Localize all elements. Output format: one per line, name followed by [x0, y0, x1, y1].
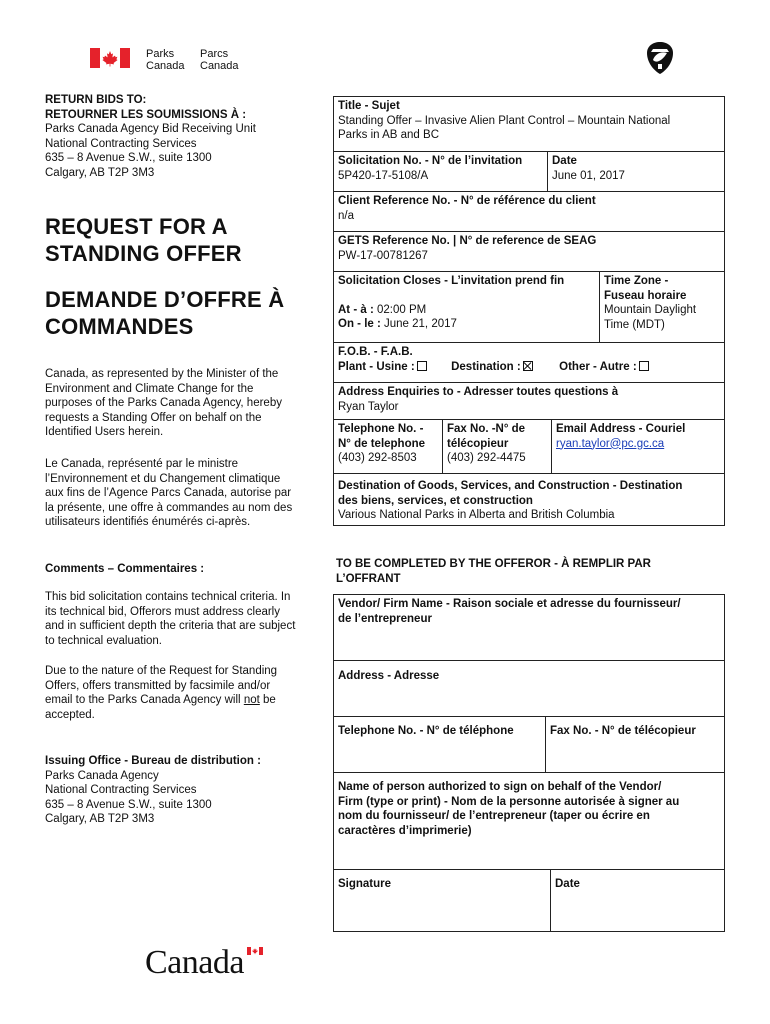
- plant-label: Plant - Usine :: [338, 360, 415, 373]
- at-value: 02:00 PM: [373, 303, 427, 316]
- parks-fr-line2: Canada: [200, 60, 239, 72]
- dest-goods-label: Destination of Goods, Services, and Construction - Destination: [338, 480, 683, 492]
- issuing-office-label: Issuing Office - Bureau de distribution :: [45, 755, 261, 767]
- canada-flag-logo: [90, 48, 130, 68]
- client-reference-row: [334, 192, 724, 232]
- signature-date-field[interactable]: [550, 870, 724, 931]
- title-value: Parks in AB and BC: [338, 129, 439, 141]
- para-line: to technical evaluation.: [45, 634, 162, 647]
- closing-row: [334, 272, 724, 343]
- address-field[interactable]: [334, 661, 724, 717]
- auth-label-line: Firm (type or print) - Nom de la personne autorisée à signer au: [338, 795, 680, 808]
- contact-row: [334, 420, 724, 474]
- signature-label: Signature: [338, 878, 392, 890]
- canada-wordmark-flag-icon: [247, 947, 263, 955]
- parks-en-line1: Parks: [146, 48, 175, 60]
- para-line: accepted.: [45, 708, 95, 721]
- return-address-line: National Contracting Services: [45, 137, 197, 150]
- para-line: l’Environnement et du Changement climatique: [45, 472, 281, 485]
- parks-canada-wordmark-en: [146, 48, 185, 72]
- fob-row: [334, 343, 724, 383]
- client-ref-label: Client Reference No. - N° de référence du client: [338, 195, 596, 207]
- para-line: [45, 693, 330, 708]
- offeror-tel-label: Telephone No. - N° de téléphone: [338, 725, 514, 737]
- comments-paragraph-1: [45, 590, 330, 648]
- issuing-office-block: [45, 754, 330, 827]
- issuing-address-line: 635 – 8 Avenue S.W., suite 1300: [45, 798, 212, 811]
- fax-label: télécopieur: [447, 437, 509, 450]
- tz-label: Time Zone -: [604, 275, 669, 287]
- tel-value: (403) 292-8503: [338, 452, 417, 464]
- destination-label: Destination :: [451, 360, 521, 373]
- enquiries-value: Ryan Taylor: [338, 400, 399, 413]
- closes-label: Solicitation Closes - L’invitation prend fin: [338, 275, 565, 287]
- document-title-fr: [45, 286, 330, 340]
- dest-goods-value: Various National Parks in Alberta and British Columbia: [338, 509, 615, 521]
- para-line: aux fins de l’Agence Parcs Canada, autorise par: [45, 487, 292, 500]
- gets-reference-row: [334, 232, 724, 272]
- para-line: Environment and Climate Change for the: [45, 382, 254, 395]
- para-line: la présente, une offre à commandes au nom des: [45, 501, 293, 514]
- fax-label: Fax No. -N° de: [447, 423, 526, 435]
- comments-paragraph-2: [45, 664, 330, 722]
- return-address-line: Calgary, AB T2P 3M3: [45, 166, 155, 179]
- plant-checkbox[interactable]: [417, 361, 427, 371]
- para-line: Offers, offers transmitted by facsimile and/or: [45, 679, 271, 692]
- gets-value: PW-17-00781267: [338, 249, 428, 262]
- return-address-line: Parks Canada Agency Bid Receiving Unit: [45, 123, 256, 135]
- signature-field[interactable]: [334, 870, 550, 931]
- tel-label: Telephone No. -: [338, 423, 424, 435]
- comments-label: Comments – Commentaires :: [45, 563, 205, 575]
- gets-label: GETS Reference No. | N° de reference de SEAG: [338, 235, 597, 247]
- solicitation-value: 5P420-17-5108/A: [338, 169, 429, 182]
- document-title-en: [45, 213, 330, 267]
- auth-label-line: nom du fournisseur/ de l’entrepreneur (taper ou écrire en: [338, 810, 650, 822]
- on-value: June 21, 2017: [380, 318, 457, 330]
- parks-canada-wordmark-fr: [200, 48, 239, 72]
- solicitation-label: Solicitation No. - N° de l’invitation: [338, 155, 523, 167]
- email-label: Email Address - Couriel: [556, 423, 686, 435]
- date-label: Date: [552, 155, 577, 167]
- on-label: On - le :: [338, 318, 381, 330]
- at-label: At - à :: [338, 303, 374, 316]
- offeror-table: [333, 594, 725, 932]
- parks-en-line2: Canada: [146, 60, 185, 72]
- underlined-not: not: [243, 694, 260, 707]
- issuing-address-line: Calgary, AB T2P 3M3: [45, 813, 155, 825]
- intro-paragraph-fr: [45, 457, 330, 530]
- intro-paragraph-en: [45, 367, 330, 440]
- solicitation-cell: [334, 152, 547, 191]
- authorized-person-field[interactable]: [334, 773, 724, 870]
- para-line: Due to the nature of the Request for Standing: [45, 665, 278, 677]
- date-value: June 01, 2017: [552, 169, 625, 182]
- title-en-line1: REQUEST FOR A: [45, 214, 228, 239]
- para-line: Identified Users herein.: [45, 426, 164, 439]
- parks-fr-line1: Parcs: [200, 48, 229, 60]
- title-en-line2: STANDING OFFER: [45, 241, 242, 266]
- time-zone-cell: [599, 272, 724, 342]
- title-label: Title - Sujet: [338, 100, 400, 112]
- offeror-heading-line: L’OFFRANT: [336, 572, 401, 585]
- title-fr-line1: DEMANDE D’OFFRE À: [45, 287, 285, 312]
- title-value: Standing Offer – Invasive Alien Plant Control – Mountain National: [338, 114, 671, 127]
- enquiries-label: Address Enquiries to - Adresser toutes questions à: [338, 386, 619, 398]
- offeror-heading: [336, 557, 716, 586]
- email-cell: [551, 420, 724, 473]
- vendor-label: Vendor/ Firm Name - Raison sociale et adresse du fournisseur/: [338, 598, 681, 610]
- offeror-fax-field[interactable]: [545, 717, 724, 772]
- para-text: be: [259, 694, 276, 707]
- email-link[interactable]: ryan.taylor@pc.gc.ca: [556, 437, 665, 450]
- enquiries-row: [334, 383, 724, 420]
- para-line: its technical bid, Offerors must address clearly: [45, 605, 280, 618]
- fob-options: [338, 360, 720, 375]
- return-bids-block: [45, 93, 330, 180]
- title-row: [334, 97, 724, 152]
- fax-cell: [442, 420, 551, 473]
- fob-label: F.O.B. - F.A.B.: [338, 346, 413, 358]
- solicitation-row: [334, 152, 724, 192]
- address-label: Address - Adresse: [338, 670, 440, 682]
- other-checkbox[interactable]: [639, 361, 649, 371]
- vendor-name-field[interactable]: [334, 595, 724, 661]
- issuing-address-line: National Contracting Services: [45, 784, 197, 796]
- return-bids-heading-fr: RETOURNER LES SOUMISSIONS À :: [45, 108, 247, 121]
- fax-value: (403) 292-4475: [447, 452, 526, 464]
- return-bids-heading-en: RETURN BIDS TO:: [45, 94, 147, 106]
- return-address-line: 635 – 8 Avenue S.W., suite 1300: [45, 152, 212, 164]
- issuing-address-line: Parks Canada Agency: [45, 769, 159, 782]
- offeror-phone-row: [334, 717, 724, 773]
- auth-label-line: caractères d’imprimerie): [338, 824, 472, 837]
- client-ref-value: n/a: [338, 209, 354, 222]
- destination-goods-row: [334, 474, 724, 525]
- tz-label: Fuseau horaire: [604, 289, 687, 302]
- para-line: utilisateurs identifiés énumérés ci-après.: [45, 516, 251, 529]
- para-line: purposes of the Parks Canada Agency, hereby: [45, 397, 282, 410]
- para-line: This bid solicitation contains technical criteria. In: [45, 591, 291, 603]
- destination-checkbox[interactable]: [523, 361, 533, 371]
- signature-row: [334, 870, 724, 931]
- offeror-telephone-field[interactable]: [334, 717, 545, 772]
- other-label: Other - Autre :: [559, 360, 637, 373]
- parks-canada-beaver-badge-icon: [645, 40, 675, 76]
- para-text: email to the Parks Canada Agency will: [45, 694, 241, 707]
- solicitation-info-table: [333, 96, 725, 526]
- title-fr-line2: COMMANDES: [45, 314, 194, 339]
- dest-goods-label: des biens, services, et construction: [338, 494, 533, 507]
- tel-label: N° de telephone: [338, 437, 426, 450]
- auth-label-line: Name of person authorized to sign on behalf of the Vendor/: [338, 781, 662, 793]
- closing-cell: [334, 272, 599, 342]
- vendor-label: de l’entrepreneur: [338, 612, 432, 625]
- tz-value: Time (MDT): [604, 318, 665, 331]
- signature-date-label: Date: [555, 878, 580, 890]
- para-line: Canada, as represented by the Minister of the: [45, 368, 279, 380]
- telephone-cell: [334, 420, 442, 473]
- offeror-heading-line: TO BE COMPLETED BY THE OFFEROR - À REMPLIR PAR: [336, 558, 651, 570]
- offeror-fax-label: Fax No. - N° de télécopieur: [550, 725, 696, 737]
- canada-wordmark: Canada: [145, 944, 244, 981]
- date-cell: [547, 152, 724, 191]
- para-line: Le Canada, représenté par le ministre: [45, 458, 239, 470]
- para-line: and in sufficient depth the criteria that are subject: [45, 620, 296, 633]
- tz-value: Mountain Daylight: [604, 304, 697, 316]
- para-line: requests a Standing Offer on behalf on the: [45, 411, 262, 424]
